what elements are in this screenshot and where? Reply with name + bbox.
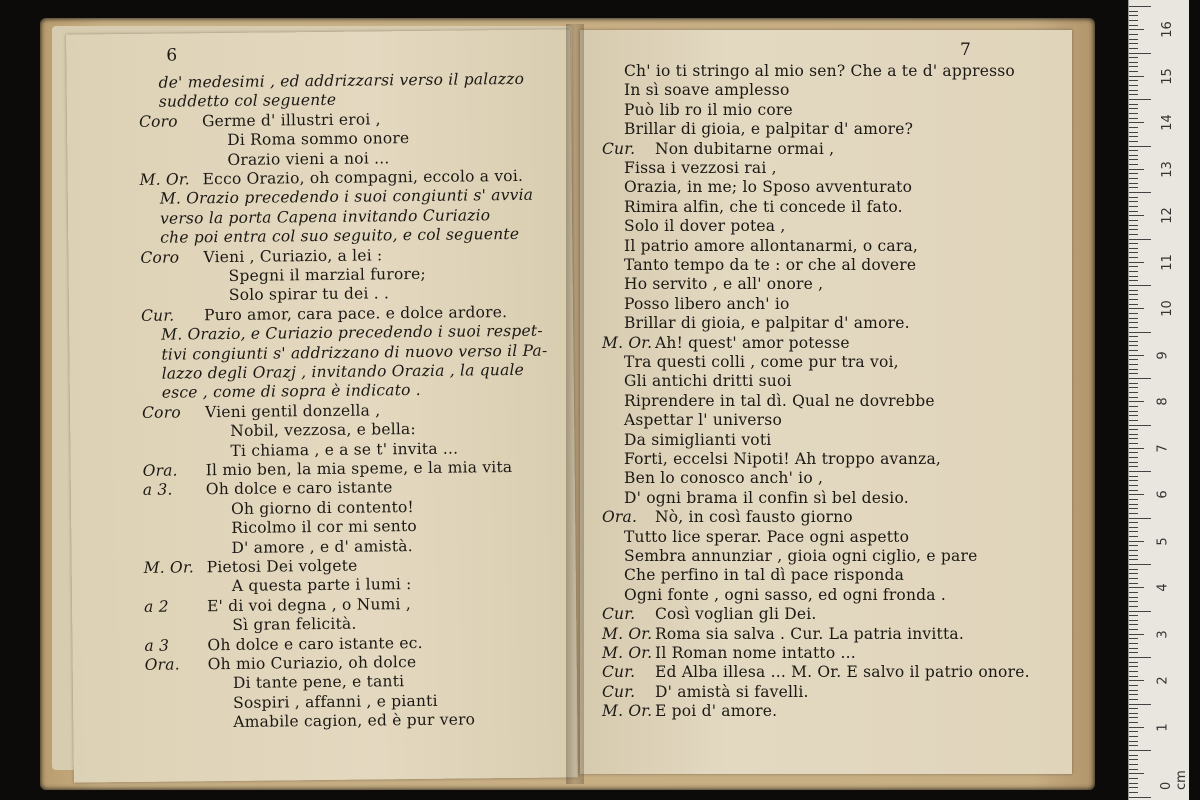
ruler-tick	[1129, 294, 1138, 295]
ruler-tick	[1129, 476, 1138, 477]
page-number-left: 6	[166, 45, 178, 66]
speaker-label: Cur.	[602, 605, 636, 624]
ruler-number: 3	[1155, 629, 1171, 639]
ruler-tick	[1129, 676, 1138, 677]
speaker-label: a 3	[144, 636, 170, 655]
line-text: esce , come di sopra è indicato .	[161, 381, 421, 403]
line-text: Può lib ro il mio core	[624, 100, 793, 119]
speaker-label: Coro	[141, 403, 181, 422]
ruler-tick	[1129, 797, 1151, 798]
ruler-tick	[1129, 629, 1138, 630]
ruler-tick	[1129, 39, 1138, 40]
ruler-tick	[1129, 155, 1138, 156]
ruler-tick	[1129, 443, 1138, 444]
line-text: D' amore , e d' amistà.	[231, 536, 413, 557]
line-text: Così voglian gli Dei.	[655, 605, 817, 624]
ruler-tick	[1129, 559, 1138, 560]
ruler-number: 12	[1159, 207, 1175, 224]
ruler-tick	[1129, 345, 1138, 346]
line-text: Non dubitarne ormai ,	[655, 139, 835, 158]
line-text: che poi entra col suo seguito, e col seguente	[160, 225, 520, 247]
ruler-tick	[1129, 452, 1138, 453]
ruler-tick	[1129, 406, 1138, 407]
ruler-tick	[1129, 341, 1138, 342]
ruler-tick	[1129, 99, 1151, 100]
ruler-tick	[1129, 132, 1138, 133]
ruler-tick	[1129, 113, 1138, 114]
ruler-tick	[1129, 736, 1138, 737]
ruler-tick	[1129, 262, 1144, 263]
ruler-number: 0 cm	[1159, 770, 1189, 790]
ruler-tick	[1129, 80, 1138, 81]
ruler-tick	[1129, 29, 1144, 30]
ruler-tick	[1129, 615, 1138, 616]
ruler-tick	[1129, 215, 1144, 216]
line-text: Oh mio Curiazio, oh dolce	[207, 653, 417, 674]
line-text: Orazia, in me; lo Sposo avventurato	[624, 178, 913, 197]
ruler-tick	[1129, 150, 1138, 151]
ruler-tick	[1129, 197, 1138, 198]
line-text: tivi congiunti s' addrizzano di nuovo verso il Pa-	[161, 341, 548, 364]
ruler-tick	[1129, 508, 1138, 509]
ruler-tick	[1129, 76, 1144, 77]
ruler-tick	[1129, 173, 1138, 174]
ruler-tick	[1129, 522, 1138, 523]
line-text: de' medesimi , ed addrizzarsi verso il palazzo	[158, 69, 525, 92]
ruler-tick	[1129, 531, 1138, 532]
ruler-tick	[1129, 248, 1138, 249]
ruler-tick	[1129, 234, 1138, 235]
ruler-tick	[1129, 620, 1138, 621]
ruler-tick	[1129, 638, 1138, 639]
line-text: Nò, in così fausto giorno	[655, 508, 853, 527]
ruler-tick	[1129, 425, 1151, 426]
ruler-tick	[1129, 717, 1138, 718]
ruler-tick	[1129, 187, 1138, 188]
ruler-tick	[1129, 401, 1144, 402]
speaker-label: M. Or.	[143, 558, 195, 577]
ruler-tick	[1129, 750, 1151, 751]
ruler-tick	[1129, 169, 1144, 170]
ruler-tick	[1129, 471, 1151, 472]
book-gutter	[566, 24, 584, 784]
ruler-tick	[1129, 680, 1144, 681]
ruler-tick	[1129, 592, 1138, 593]
ruler-tick	[1129, 383, 1138, 384]
ruler-tick	[1129, 745, 1138, 746]
ruler-tick	[1129, 359, 1138, 360]
ruler-tick	[1129, 308, 1144, 309]
ruler-tick	[1129, 85, 1138, 86]
line-text: E' di voi degna , o Numi ,	[206, 594, 411, 616]
ruler-tick	[1129, 541, 1144, 542]
ruler-tick	[1129, 708, 1138, 709]
ruler-tick	[1129, 662, 1138, 663]
speaker-label: Ora.	[142, 461, 178, 480]
speaker-label: Cur.	[140, 306, 175, 325]
ruler-tick	[1129, 499, 1138, 500]
ruler-tick	[1129, 569, 1138, 570]
speaker-label: Cur.	[602, 139, 636, 158]
ruler-tick	[1129, 731, 1138, 732]
ruler-number: 4	[1155, 583, 1171, 592]
ruler-tick	[1129, 220, 1138, 221]
line-text: Oh dolce e caro istante ec.	[207, 633, 423, 654]
ruler-tick	[1129, 136, 1138, 137]
ruler-tick	[1129, 606, 1138, 607]
ruler-tick	[1129, 285, 1151, 286]
ruler-tick	[1129, 378, 1151, 379]
ruler-tick	[1129, 601, 1138, 602]
line-text: M. Orazio precedendo i suoi congiunti s' avvia	[159, 186, 534, 209]
ruler-tick	[1129, 397, 1138, 398]
ruler-tick	[1129, 438, 1138, 439]
line-text: Pietosi Dei volgete	[206, 556, 358, 577]
line-text: Ch' io ti stringo al mio sen? Che a te d' appresso	[624, 62, 1015, 80]
ruler-tick	[1129, 239, 1151, 240]
line-text: Vieni gentil donzella ,	[204, 401, 381, 422]
speaker-label: M. Or.	[602, 644, 653, 662]
speaker-label: Cur.	[602, 663, 636, 682]
line-text: Ricolmo il cor mi sento	[231, 517, 417, 538]
ruler-tick	[1129, 690, 1138, 691]
ruler-tick	[1129, 648, 1138, 649]
line-text: Oh giorno di contento!	[230, 497, 415, 518]
ruler-tick	[1129, 704, 1151, 705]
ruler-tick	[1129, 755, 1138, 756]
ruler-tick	[1129, 34, 1138, 35]
line-text: Tutto lice sperar. Pace ogni aspetto	[624, 527, 910, 546]
ruler-tick	[1129, 634, 1144, 635]
ruler-tick	[1129, 280, 1138, 281]
line-text: Tanto tempo da te : or che al dovere	[624, 256, 917, 274]
line-text: Ah! quest' amor potesse	[655, 333, 850, 352]
ruler-tick	[1129, 448, 1144, 449]
ruler-tick	[1129, 94, 1138, 95]
ruler-tick	[1129, 304, 1138, 305]
ruler-tick	[1129, 225, 1138, 226]
line-text: Di Roma sommo onore	[227, 129, 410, 150]
ruler-tick	[1129, 6, 1151, 7]
ruler-tick	[1129, 713, 1138, 714]
speaker-label: M. Or.	[139, 170, 190, 189]
ruler-tick	[1129, 490, 1138, 491]
line-text: Posso libero anch' io	[624, 294, 790, 313]
line-text: Fissa i vezzosi rai ,	[624, 159, 777, 177]
line-text: Sì gran felicità.	[232, 614, 357, 635]
ruler-number: 13	[1159, 160, 1175, 178]
ruler-tick	[1129, 759, 1138, 760]
ruler-number: 6	[1155, 490, 1171, 499]
ruler-tick	[1129, 104, 1138, 105]
left-page	[66, 29, 578, 782]
line-text: D' ogni brama il confin sì bel desio.	[624, 488, 909, 507]
ruler-tick	[1129, 573, 1138, 574]
line-text: Sospiri , affanni , e pianti	[233, 691, 438, 712]
line-text: Amabile cagion, ed è pur vero	[233, 710, 476, 732]
ruler-tick	[1129, 457, 1138, 458]
line-text: Il Roman nome intatto ...	[655, 644, 856, 662]
ruler-tick	[1129, 578, 1138, 579]
ruler-number: 11	[1159, 253, 1175, 271]
ruler-number: 10	[1159, 300, 1175, 317]
line-text: Gli antichi dritti suoi	[624, 372, 792, 391]
speaker-label: M. Or.	[602, 702, 653, 721]
line-text: Solo il dover potea ,	[624, 217, 786, 236]
ruler-tick	[1129, 211, 1138, 212]
line-text: Nobil, vezzosa, e bella:	[230, 420, 416, 441]
line-text: Aspettar l' universo	[624, 411, 782, 430]
ruler-tick	[1129, 327, 1138, 328]
page-number-right: 7	[960, 40, 971, 60]
ruler-tick	[1129, 266, 1138, 267]
ruler-tick	[1129, 71, 1138, 72]
ruler-tick	[1129, 243, 1138, 244]
line-text: verso la porta Capena invitando Curiazio	[159, 206, 491, 228]
ruler-tick	[1129, 769, 1138, 770]
line-text: Rimira alfin, che ti concede il fato.	[624, 197, 903, 216]
ruler-tick	[1129, 25, 1138, 26]
ruler-tick	[1129, 332, 1151, 333]
ruler-tick	[1129, 178, 1138, 179]
ruler-tick	[1129, 350, 1138, 351]
speaker-label: M. Or.	[602, 624, 653, 643]
ruler-tick	[1129, 322, 1138, 323]
ruler-tick	[1129, 657, 1151, 658]
ruler-tick	[1129, 313, 1138, 314]
speaker-label: Coro	[140, 248, 180, 267]
ruler-tick	[1129, 652, 1138, 653]
ruler-tick	[1129, 583, 1138, 584]
speaker-label: a 2	[143, 597, 169, 616]
ruler-tick	[1129, 536, 1138, 537]
speaker-label: Coro	[138, 112, 178, 131]
line-text: Che perfino in tal dì pace risponda	[624, 566, 905, 585]
ruler-tick	[1129, 555, 1138, 556]
ruler-tick	[1129, 276, 1138, 277]
line-text: Puro amor, cara pace. e dolce ardore.	[203, 302, 508, 325]
ruler-tick	[1129, 513, 1138, 514]
ruler-tick	[1129, 420, 1138, 421]
ruler-tick	[1129, 773, 1144, 774]
ruler-tick	[1129, 299, 1138, 300]
line-text: Forti, eccelsi Nipoti! Ah troppo avanza,	[624, 450, 942, 468]
line-text: Tra questi colli , come pur tra voi,	[624, 353, 899, 371]
ruler-tick	[1129, 229, 1138, 230]
line-text: Sembra annunziar , gioia ogni ciglio, e pare	[624, 547, 978, 565]
line-text: lazzo degli Orazj , invitando Orazia , la quale	[161, 360, 525, 383]
ruler-tick	[1129, 373, 1138, 374]
ruler-tick	[1129, 694, 1138, 695]
ruler-number: 8	[1155, 397, 1171, 406]
line-text: A questa parte i lumi :	[231, 575, 412, 596]
ruler-tick	[1129, 466, 1138, 467]
line-text: Il patrio amore allontanarmi, o cara,	[624, 236, 919, 255]
line-text: Ecco Orazio, oh compagni, eccolo a voi.	[202, 166, 524, 189]
ruler-tick	[1129, 792, 1138, 793]
speaker-label: M. Or.	[602, 333, 653, 352]
ruler-tick	[1129, 741, 1138, 742]
speaker-label: a 3.	[142, 480, 173, 500]
line-text: In sì soave amplesso	[624, 81, 790, 100]
ruler-tick	[1129, 764, 1138, 765]
ruler-tick	[1129, 192, 1151, 193]
speaker-label: Cur.	[602, 682, 636, 701]
line-text: Da simiglianti voti	[624, 430, 772, 449]
ruler-tick	[1129, 48, 1138, 49]
line-text: Roma sia salva . Cur. La patria invitta.	[655, 624, 964, 643]
ruler-tick	[1129, 364, 1138, 365]
ruler-tick	[1129, 727, 1144, 728]
line-text: Brillar di gioia, e palpitar d' amore.	[624, 314, 910, 333]
ruler-tick	[1129, 127, 1138, 128]
ruler-tick	[1129, 434, 1138, 435]
line-text: E poi d' amore.	[655, 702, 778, 721]
ruler-tick	[1129, 57, 1138, 58]
ruler-tick	[1129, 108, 1138, 109]
line-text: Ed Alba illesa ... M. Or. E salvo il patrio onore.	[655, 663, 1030, 682]
ruler-tick	[1129, 392, 1138, 393]
line-text: Di tante pene, e tanti	[232, 672, 405, 693]
line-text: Oh dolce e caro istante	[205, 478, 393, 499]
ruler-tick	[1129, 485, 1138, 486]
ruler-number: 5	[1155, 536, 1171, 546]
ruler-tick	[1129, 271, 1138, 272]
ruler-tick	[1129, 159, 1138, 160]
ruler-tick	[1129, 685, 1138, 686]
line-text: Ti chiama , e a se t' invita ...	[230, 439, 459, 460]
ruler-tick	[1129, 201, 1138, 202]
line-text: Il mio ben, la mia speme, e la mia vita	[205, 458, 513, 480]
ruler-tick	[1129, 387, 1138, 388]
ruler-tick	[1129, 527, 1138, 528]
ruler-tick	[1129, 429, 1138, 430]
line-text: Brillar di gioia, e palpitar d' amore?	[624, 120, 914, 139]
ruler-tick	[1129, 122, 1144, 123]
ruler-tick	[1129, 290, 1138, 291]
line-text: D' amistà si favelli.	[655, 682, 809, 701]
ruler-number: 9	[1155, 350, 1171, 360]
ruler-tick	[1129, 480, 1138, 481]
speaker-label: Ora.	[144, 655, 180, 674]
ruler-number: 14	[1159, 114, 1175, 131]
ruler-tick	[1129, 545, 1138, 546]
ruler-tick	[1129, 564, 1151, 565]
ruler-tick	[1129, 369, 1138, 370]
ruler-tick	[1129, 787, 1138, 788]
ruler-tick	[1129, 666, 1138, 667]
line-text: suddetto col seguente	[158, 91, 337, 112]
line-text: Solo spirar tu dei . .	[228, 284, 390, 305]
ruler-tick	[1129, 146, 1151, 147]
ruler-tick	[1129, 504, 1138, 505]
ruler-tick	[1129, 778, 1138, 779]
ruler-tick	[1129, 66, 1138, 67]
ruler-tick	[1129, 336, 1138, 337]
ruler-tick	[1129, 597, 1138, 598]
measurement-ruler	[1128, 0, 1189, 800]
ruler-tick	[1129, 415, 1138, 416]
ruler-tick	[1129, 11, 1138, 12]
ruler-tick	[1129, 118, 1138, 119]
ruler-tick	[1129, 587, 1144, 588]
ruler-number: 2	[1155, 676, 1171, 685]
ruler-tick	[1129, 53, 1151, 54]
line-text: Ho servito , e all' onore ,	[624, 275, 824, 294]
line-text: Germe d' illustri eroi ,	[201, 110, 381, 131]
ruler-tick	[1129, 643, 1138, 644]
ruler-tick	[1129, 183, 1138, 184]
ruler-number: 7	[1155, 443, 1171, 453]
ruler-tick	[1129, 206, 1138, 207]
ruler-number: 16	[1159, 21, 1175, 38]
ruler-tick	[1129, 611, 1151, 612]
ruler-tick	[1129, 518, 1151, 519]
line-text: Spegni il marzial furore;	[228, 264, 426, 285]
line-text: Riprendere in tal dì. Qual ne dovrebbe	[624, 391, 935, 410]
ruler-tick	[1129, 411, 1138, 412]
line-text: M. Orazio, e Curiazio precedendo i suoi respet-	[161, 321, 543, 344]
ruler-tick	[1129, 252, 1138, 253]
ruler-number: 1	[1155, 722, 1171, 732]
ruler-tick	[1129, 141, 1138, 142]
ruler-tick	[1129, 783, 1138, 784]
ruler-tick	[1129, 62, 1138, 63]
ruler-tick	[1129, 15, 1138, 16]
line-text: Orazio vieni a noi ...	[227, 148, 390, 169]
ruler-tick	[1129, 257, 1138, 258]
ruler-tick	[1129, 462, 1138, 463]
ruler-tick	[1129, 20, 1138, 21]
ruler-tick	[1129, 671, 1138, 672]
ruler-tick	[1129, 318, 1138, 319]
line-text: Vieni , Curiazio, a lei :	[203, 245, 383, 266]
ruler-tick	[1129, 164, 1138, 165]
line-text: Ben lo conosco anch' io ,	[624, 469, 824, 488]
ruler-tick	[1129, 699, 1138, 700]
ruler-tick	[1129, 722, 1138, 723]
speaker-label: Ora.	[602, 508, 638, 527]
ruler-tick	[1129, 43, 1138, 44]
ruler-tick	[1129, 550, 1138, 551]
ruler-number: 15	[1159, 67, 1175, 85]
ruler-tick	[1129, 90, 1138, 91]
right-page	[580, 30, 1072, 774]
ruler-tick	[1129, 355, 1144, 356]
ruler-tick	[1129, 494, 1144, 495]
line-text: Ogni fonte , ogni sasso, ed ogni fronda .	[624, 585, 946, 604]
ruler-tick	[1129, 624, 1138, 625]
